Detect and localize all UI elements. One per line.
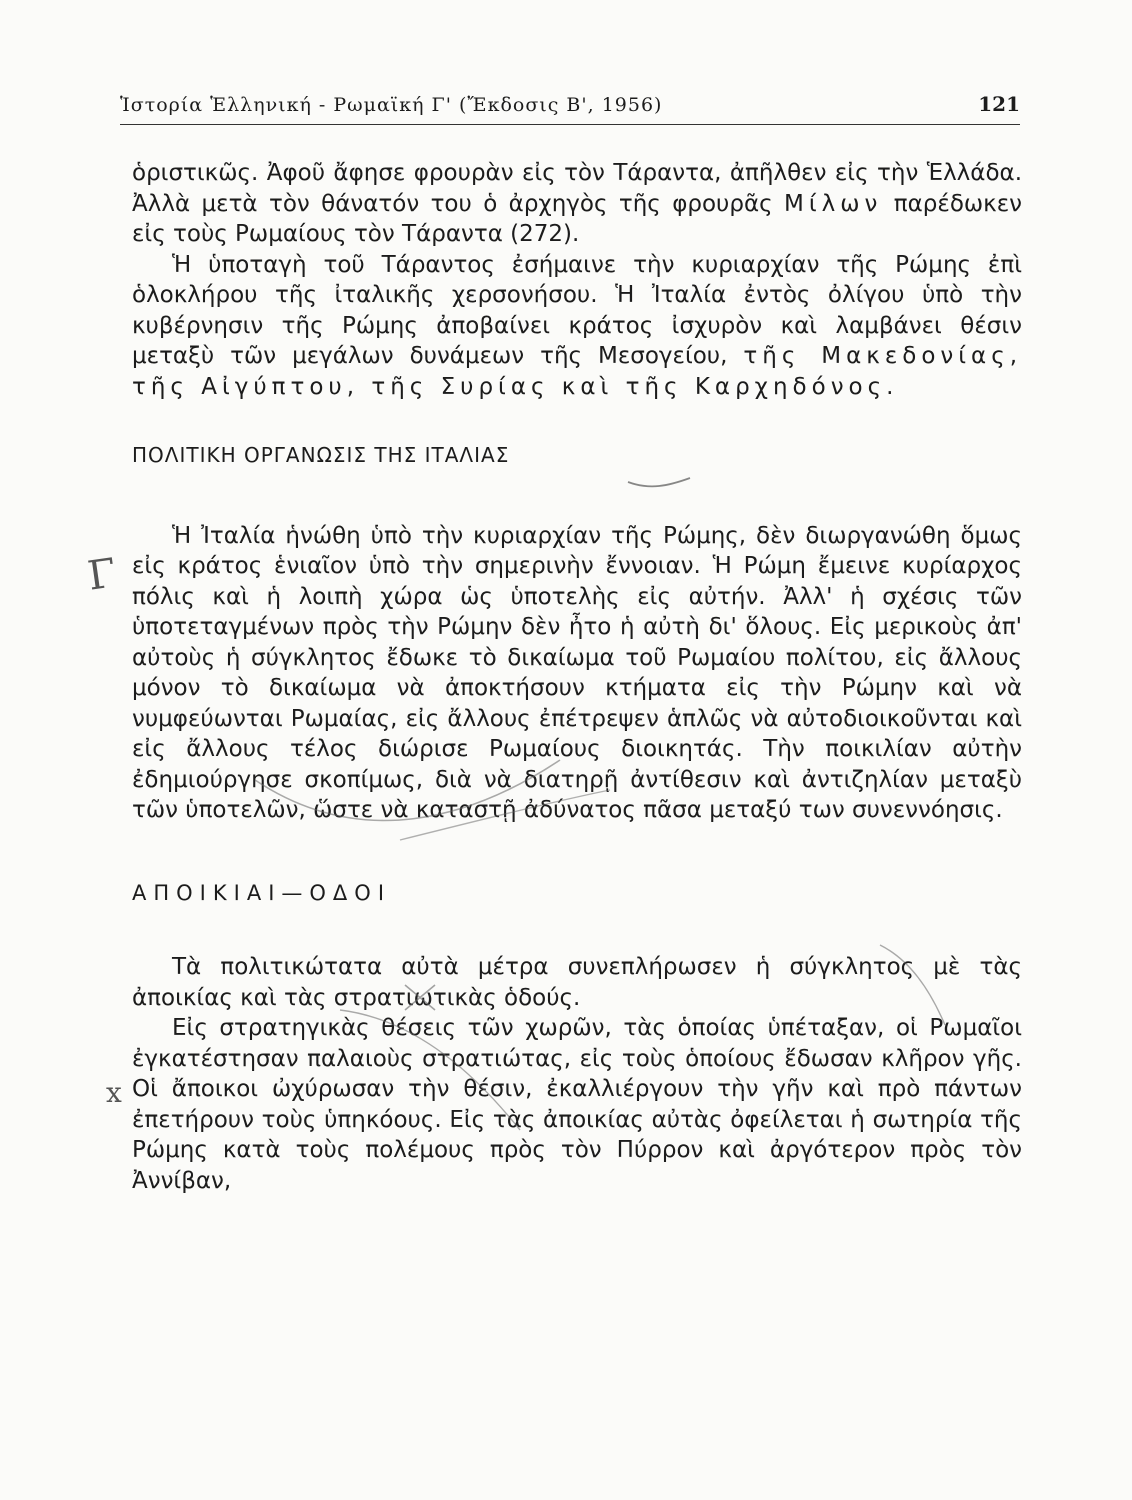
margin-pencil-mark: Γ [84, 550, 119, 600]
page-number: 121 [978, 92, 1020, 116]
paragraph-text: παρέδωκεν εἰς τοὺς Ρωμαίους τὸν Τάραντα (272). [132, 190, 1022, 247]
paragraph [132, 158, 1022, 250]
section-heading: ΠΟΛΙΤΙΚΗ ΟΡΓΑΝΩΣΙΣ ΤΗΣ ΙΤΑΛΙΑΣ [132, 443, 510, 467]
paragraph [132, 250, 1022, 403]
running-header [120, 92, 1020, 125]
paragraph-text: ὁριστικῶς. Ἀφοῦ ἄφησε φρουρὰν εἰς τὸν Τάραντα, ἀπῆλθεν εἰς τὴν Ἑλλάδα. Ἀλλὰ μετὰ τὸν θάνατόν του ὁ ἀρχηγὸς τῆς φρουρᾶς [132, 160, 1022, 217]
section-heading: ΑΠΟΙΚΙΑΙ—ΟΔΟΙ [132, 880, 392, 905]
paragraph: Εἰς στρατηγικὰς θέσεις τῶν χωρῶν, τὰς ὁποίας ὑπέταξαν, οἱ Ρωμαῖοι ἐγκατέστησαν παλαιοὺς στρατιώτας, εἰς τοὺς ὁποίους ἔδωσαν κλῆρον γῆς. Οἱ ἄποικοι ὠχύρωσαν τὴν θέσιν, ἐκαλλιέργουν τὴν γῆν καὶ πρὸ πάντων ἐπετήρουν τοὺς ὑπηκόους. Εἰς τὰς ἀποικίας αὐτὰς ὀφείλεται ἡ σωτηρία τῆς Ρώμης κατὰ τοὺς πολέμους πρὸς τὸν Πύρρον καὶ ἀργότερον πρὸς τὸν Ἀννίβαν, [132, 1015, 1022, 1194]
paragraph-text: Ἡ ὑποταγὴ τοῦ Τάραντος ἐσήμαινε τὴν κυριαρχίαν τῆς Ρώμης ἐπὶ ὁλοκλήρου τῆς ἰταλικῆς χερσονήσου. Ἡ Ἰταλία ἐντὸς ὀλίγου ὑπὸ τὴν κυβέρνησιν τῆς Ρώμης ἀποβαίνει κράτος ἰσχυρὸν καὶ λαμβάνει θέσιν μεταξὺ τῶν μεγάλων δυνάμεων τῆς Μεσογείου, [132, 251, 1022, 369]
paragraph: Τὰ πολιτικώτατα αὐτὰ μέτρα συνεπλήρωσεν ἡ σύγκλητος μὲ τὰς ἀποικίας καὶ τὰς στρατιωτικὰς ὁδούς. [132, 954, 1022, 1011]
margin-pencil-mark: x [106, 1076, 122, 1109]
header-title: Ἱστορία Ἑλληνική - Ρωμαϊκή Γ' (Ἔκδοσις Β', 1956) [120, 94, 663, 116]
page-body [132, 158, 1022, 1196]
emphasized-name: Μίλων [784, 190, 883, 217]
emphasized-text: τῆς Μακεδονίας, τῆς Αἰγύπτου, τῆς Συρίας καὶ τῆς Καρχηδόνος. [132, 343, 1023, 400]
paragraph: Ἡ Ἰταλία ἡνώθη ὑπὸ τὴν κυριαρχίαν τῆς Ρώμης, δὲν διωργανώθη ὅμως εἰς κράτος ἑνιαῖον ὑπὸ τὴν σημερινὴν ἔννοιαν. Ἡ Ρώμη ἔμεινε κυρίαρχος πόλις καὶ ἡ λοιπὴ χώρα ὡς ὑποτελὴς εἰς αὐτήν. Ἀλλ' ἡ σχέσις τῶν ὑποτεταγμένων πρὸς τὴν Ρώμην δὲν ἦτο ἡ αὐτὴ δι' ὅλους. Εἰς μερικοὺς ἀπ' αὐτοὺς ἡ σύγκλητος ἔδωκε τὸ δικαίωμα τοῦ Ρωμαίου πολίτου, εἰς ἄλλους μόνον τὸ δικαίωμα νὰ ἀποκτήσουν κτήματα εἰς τὴν Ρώμην καὶ νὰ νυμφεύωνται Ρωμαίας, εἰς ἄλλους ἐπέτρεψεν ἁπλῶς νὰ αὐτοδιοικοῦνται καὶ εἰς ἄλλους τέλος διώρισε Ρωμαίους διοικητάς. Τὴν ποικιλίαν αὐτὴν ἐδημιούργησε σκοπίμως, διὰ νὰ διατηρῇ ἀντίθεσιν καὶ ἀντιζηλίαν μεταξὺ τῶν ὑποτελῶν, ὥστε νὰ καταστῇ ἀδύνατος πᾶσα μεταξύ των συνεννόησις. [132, 522, 1022, 823]
